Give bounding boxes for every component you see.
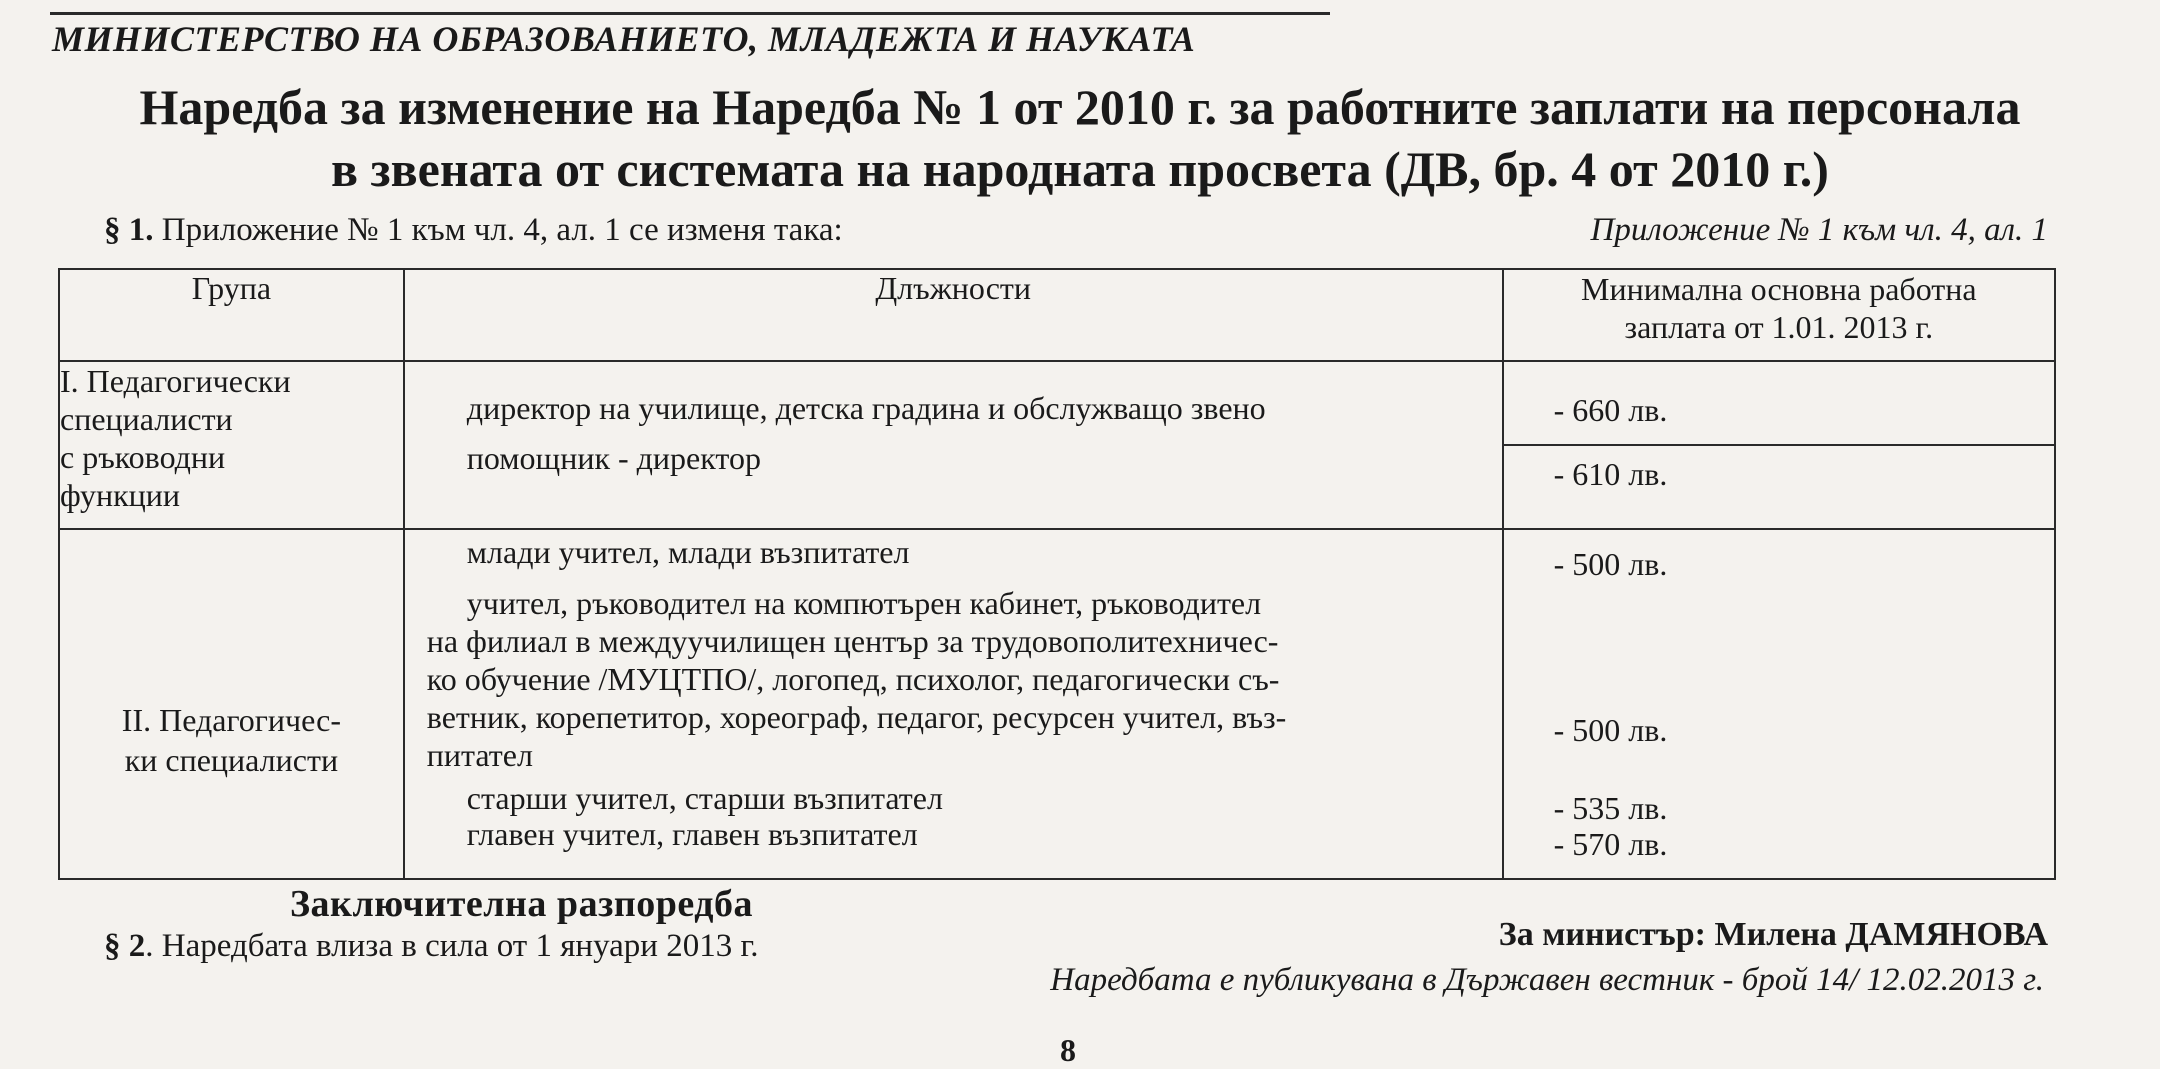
table-row-group-2 bbox=[59, 529, 2055, 879]
position-item: помощник - директор bbox=[466, 440, 761, 476]
salary-value: - 570 лв. bbox=[1553, 826, 1668, 862]
group-1-line: I. Педагогически bbox=[60, 363, 291, 399]
group-2-line: II. Педагогичес- bbox=[121, 702, 341, 738]
header-salary bbox=[1503, 269, 2055, 361]
position-item-long bbox=[405, 584, 1502, 774]
salary-value: - 660 лв. bbox=[1504, 392, 2054, 446]
group-2-positions-cell bbox=[404, 529, 1503, 879]
header-rule bbox=[50, 12, 1330, 15]
group-1-line: специалисти bbox=[60, 401, 233, 437]
position-item: старши учител, старши възпитател bbox=[466, 780, 943, 816]
salary-table bbox=[58, 268, 2056, 880]
group-2-salary-cell bbox=[1503, 529, 2055, 879]
title-line-2: в звената от системата на народната просвета (ДВ, бр. 4 от 2010 г.) bbox=[331, 141, 1829, 197]
position-item: директор на училище, детска градина и обслужващо звено bbox=[466, 390, 1266, 426]
table-row-group-1 bbox=[59, 361, 2055, 529]
section-2-marker: § 2 bbox=[104, 928, 146, 964]
minister-signature: За министър: Милена ДАМЯНОВА bbox=[1498, 916, 2048, 953]
title-line-1: Наредба за изменение на Наредба № 1 от 2010 г. за работните заплати на персонала bbox=[139, 79, 2021, 135]
position-item: главен учител, главен възпитател bbox=[466, 816, 918, 852]
group-1-positions-cell bbox=[404, 361, 1503, 529]
header-salary-line-2: заплата от 1.01. 2013 г. bbox=[1624, 309, 1934, 345]
ministry-name: МИНИСТЕРСТВО НА ОБРАЗОВАНИЕТО, МЛАДЕЖТА И НАУКАТА bbox=[52, 19, 1196, 59]
publication-note: Наредбата е публикувана в Държавен вестник - брой 14/ 12.02.2013 г. bbox=[1050, 962, 2044, 998]
position-line: ко обучение /МУЦТПО/, логопед, психолог, педагогически съ- bbox=[426, 661, 1280, 697]
group-1-cell bbox=[59, 361, 404, 529]
position-line: питател bbox=[426, 737, 533, 773]
group-1-line: с ръководни bbox=[60, 439, 226, 475]
group-2-cell bbox=[59, 529, 404, 879]
position-line: на филиал в междуучилищен център за трудовополитехничес- bbox=[426, 623, 1279, 659]
header-group: Група bbox=[59, 269, 404, 361]
salary-value: - 610 лв. bbox=[1553, 456, 1668, 492]
header-salary-line-1: Минимална основна работна bbox=[1581, 271, 1977, 307]
position-line: ветник, корепетитор, хореограф, педагог, ресурсен учител, въз- bbox=[426, 699, 1287, 735]
position-line: учител, ръководител на компютърен кабинет, ръководител bbox=[466, 585, 1262, 621]
group-2-line: ки специалисти bbox=[124, 742, 339, 778]
annex-reference: Приложение № 1 към чл. 4, ал. 1 bbox=[1590, 212, 2048, 248]
position-item: млади учител, млади възпитател bbox=[466, 534, 910, 570]
table-header-row bbox=[59, 269, 2055, 361]
salary-value: - 535 лв. bbox=[1553, 790, 1668, 826]
page-number: 8 bbox=[1060, 1032, 1076, 1068]
salary-value: - 500 лв. bbox=[1553, 712, 1668, 748]
section-2-paragraph bbox=[104, 928, 759, 965]
group-1-salary-cell bbox=[1503, 361, 2055, 529]
document-title bbox=[0, 76, 2160, 200]
header-positions: Длъжности bbox=[404, 269, 1503, 361]
section-1-paragraph bbox=[104, 212, 843, 249]
section-1-marker: § 1. bbox=[104, 212, 154, 248]
closing-section-title: Заключителна разпоредба bbox=[290, 883, 753, 925]
group-1-line: функции bbox=[60, 477, 180, 513]
section-1-text: Приложение № 1 към чл. 4, ал. 1 се изменя така: bbox=[161, 212, 843, 248]
section-2-text: . Наредбата влиза в сила от 1 януари 2013 г. bbox=[145, 928, 759, 964]
salary-value: - 500 лв. bbox=[1553, 546, 1668, 582]
